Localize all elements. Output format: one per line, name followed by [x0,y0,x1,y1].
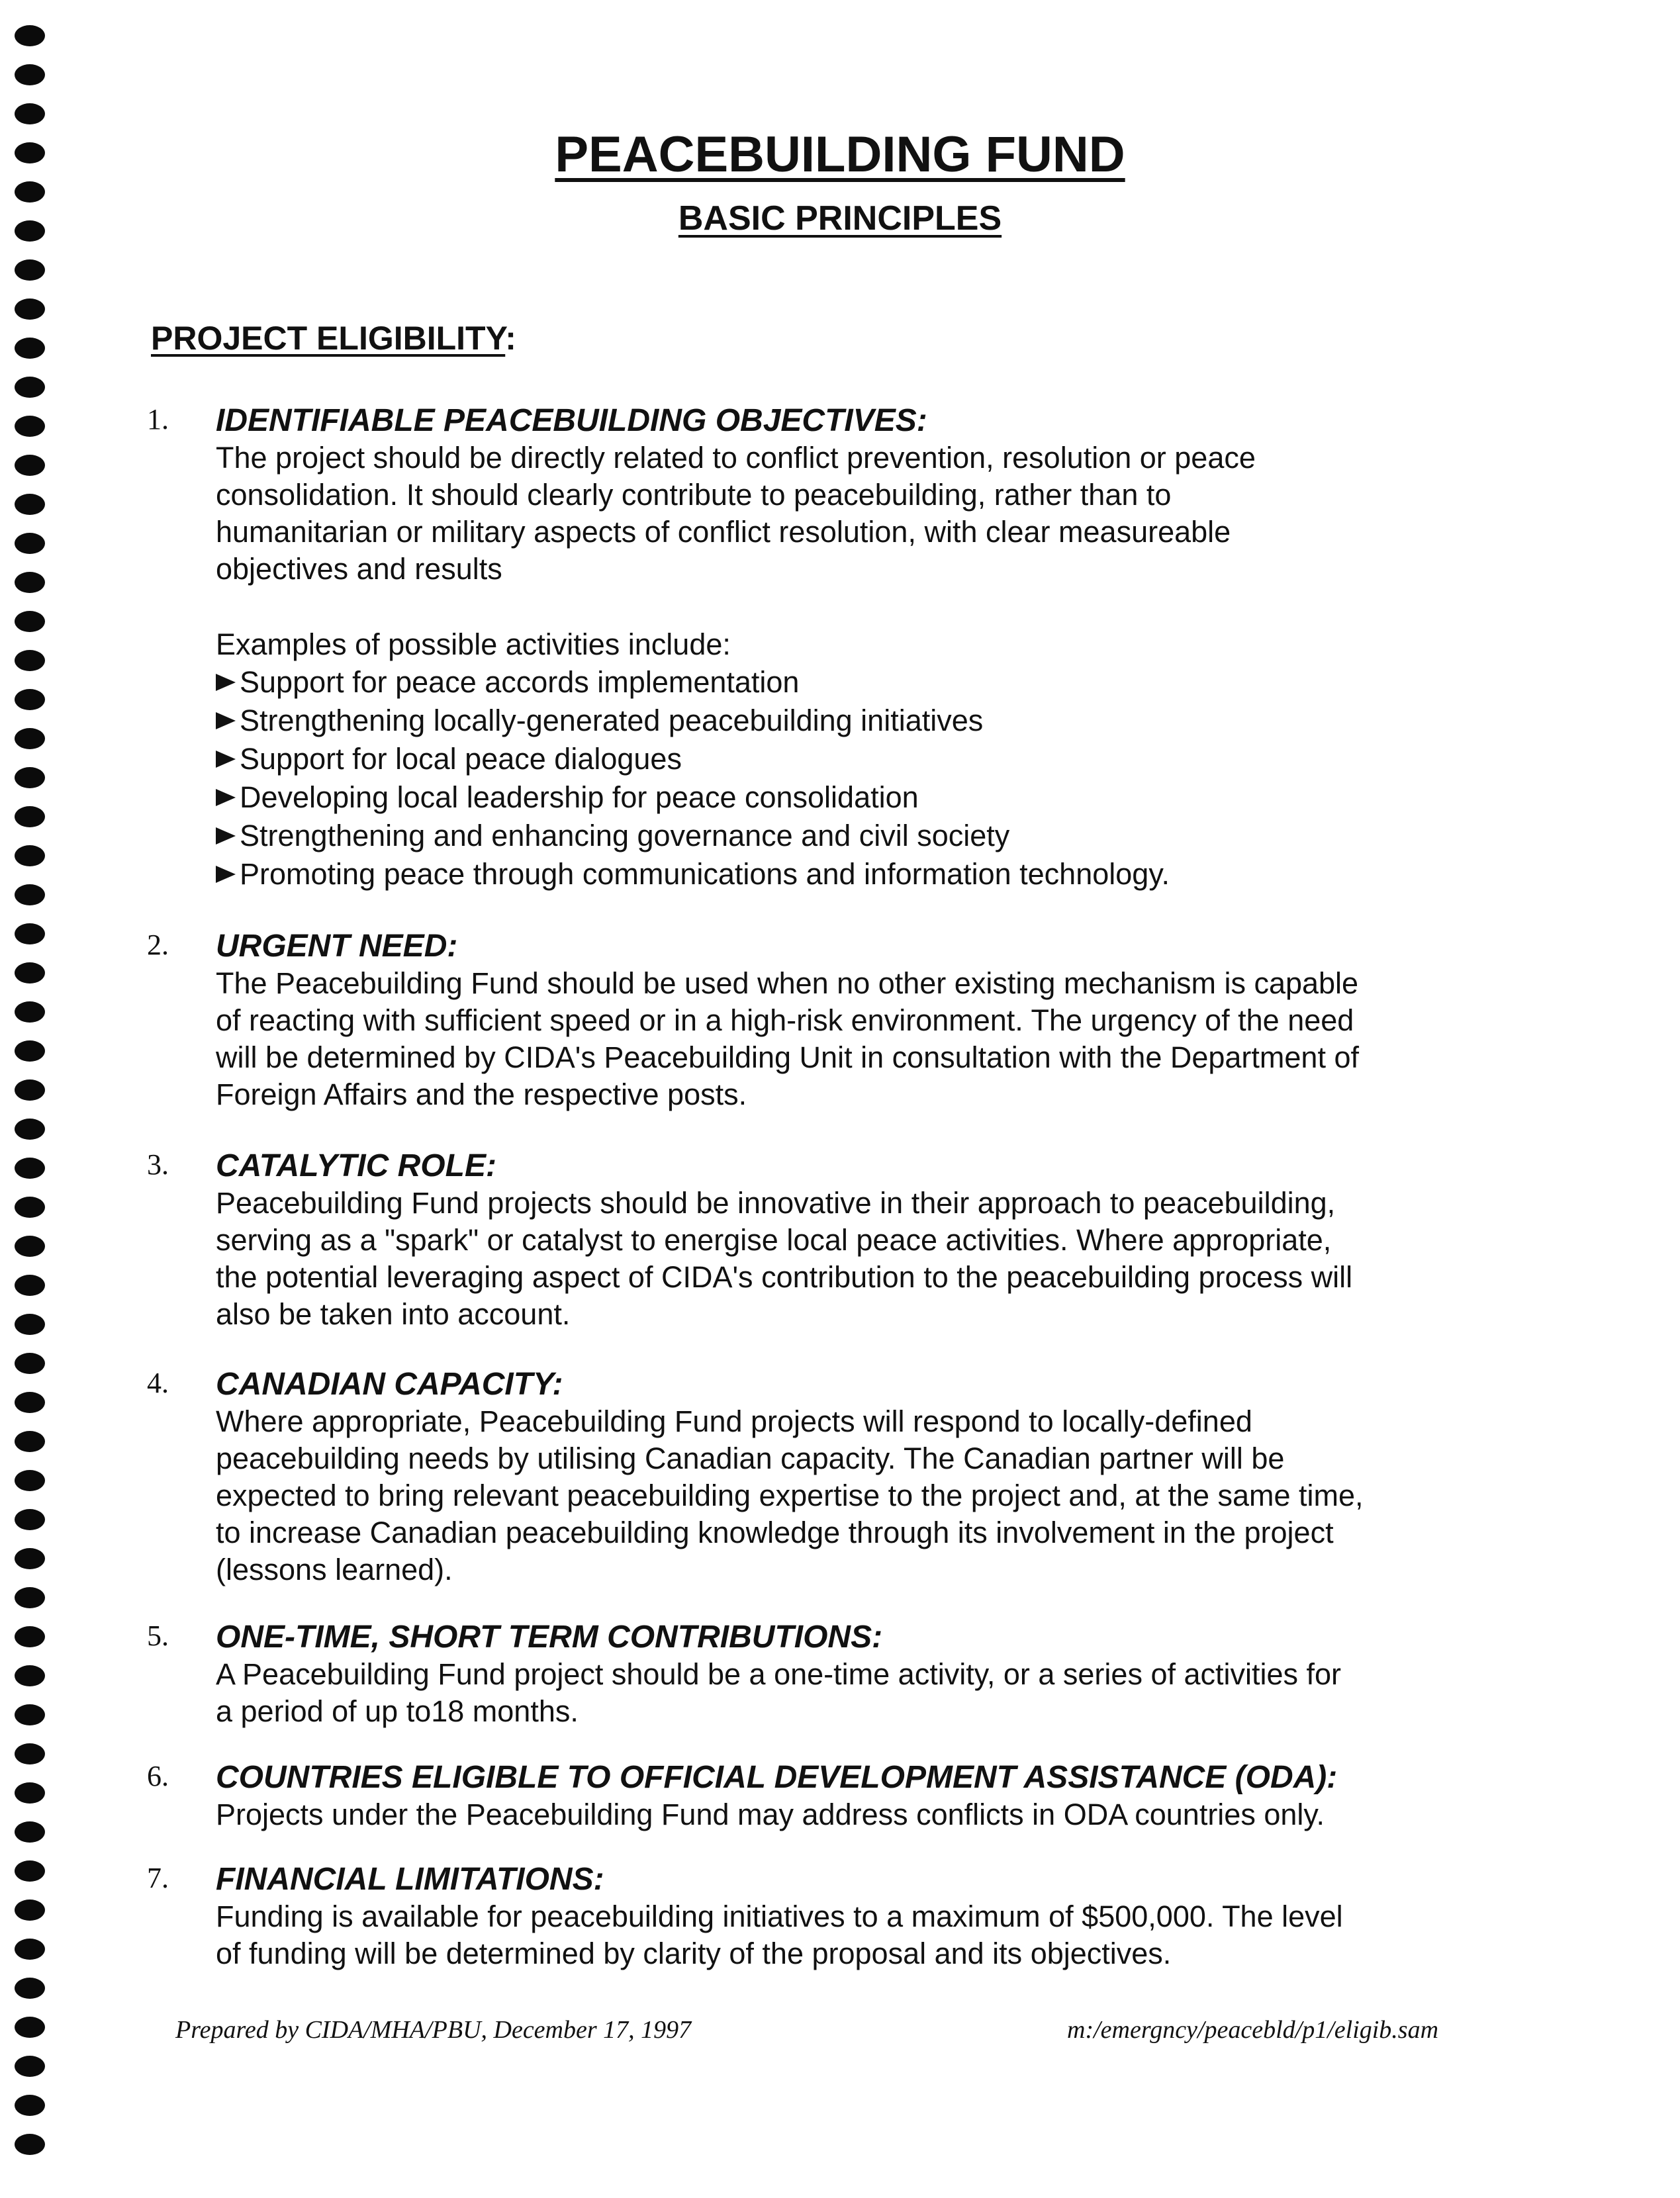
binder-hole [15,1392,45,1413]
item-number: 2. [147,929,169,961]
binder-hole [15,1900,45,1921]
footer-file-path: m:/emergncy/peacebld/p1/eligib.sam [1067,2016,1439,2044]
item-text: Projects under the Peacebuilding Fund may address conflicts in ODA countries only. [216,1798,1325,1831]
principle-item-7 [147,1861,1530,1972]
list-item: Developing local leadership for peace consolidation [216,778,1530,817]
binder-hole [15,1821,45,1843]
list-item: Promoting peace through communications and information technology. [216,855,1530,893]
binder-hole [15,1001,45,1023]
binder-hole [15,1860,45,1882]
binder-hole [15,2134,45,2155]
binder-hole [15,259,45,281]
examples-list [216,663,1530,893]
binder-hole [15,25,45,46]
binder-hole [15,1978,45,1999]
arrow-bullet-icon [216,712,236,729]
item-title: FINANCIAL LIMITATIONS: [216,1862,604,1897]
arrow-bullet-icon [216,751,236,768]
binder-hole [15,377,45,398]
principle-item-2 [147,928,1530,1113]
principle-item-4 [147,1366,1530,1588]
section-heading [151,322,516,355]
binder-hole [15,884,45,905]
binder-hole [15,1665,45,1686]
page-subtitle: BASIC PRINCIPLES [678,199,1002,238]
binder-hole [15,1587,45,1608]
arrow-bullet-icon [216,789,236,806]
binder-holes [15,25,48,2183]
list-item: Support for peace accords implementation [216,663,1530,702]
binder-hole [15,1704,45,1725]
binder-hole [15,728,45,749]
binder-hole [15,64,45,85]
item-text: Peacebuilding Fund projects should be innovative in their approach to peacebuilding, serving as a "spark" or catalyst to energise local peace activities. Where appropriate, the potential leveraging aspect of CIDA's contribution to the peacebuilding process will also be taken into account. [216,1186,1353,1331]
binder-hole [15,2017,45,2038]
item-text: The project should be directly related to conflict prevention, resolution or peace consolidation. It should clearly contribute to peacebuilding, rather than to humanitarian or military aspects of conflict resolution, with clear measureable objectives and results [216,441,1256,586]
binder-hole [15,1509,45,1530]
section-heading-label: PROJECT ELIGIBILITY [151,320,506,357]
page-title: PEACEBUILDING FUND [555,126,1125,183]
binder-hole [15,962,45,984]
binder-hole [15,103,45,124]
principle-item-6 [147,1759,1530,1833]
binder-hole [15,1275,45,1296]
item-text: Where appropriate, Peacebuilding Fund projects will respond to locally-defined peacebuilding needs by utilising Canadian capacity. The Canadian partner will be expected to bring relevant peacebuilding expertise to the project and, at the same time, to increase Canadian peacebuilding knowledge through its involvement in the project (lessons learned). [216,1404,1364,1586]
item-number: 7. [147,1862,169,1894]
binder-hole [15,416,45,437]
examples-intro: Examples of possible activities include: [216,627,731,661]
binder-hole [15,1626,45,1647]
item-number: 5. [147,1620,169,1652]
binder-hole [15,2056,45,2077]
item-title: IDENTIFIABLE PEACEBUILDING OBJECTIVES: [216,403,927,438]
binder-hole [15,1197,45,1218]
binder-hole [15,767,45,788]
binder-hole [15,1158,45,1179]
binder-hole [15,650,45,671]
list-item: Strengthening and enhancing governance and civil society [216,817,1530,855]
binder-hole [15,923,45,944]
item-title: CATALYTIC ROLE: [216,1148,496,1183]
binder-hole [15,689,45,710]
item-number: 4. [147,1367,169,1399]
item-text: Funding is available for peacebuilding initiatives to a maximum of $500,000. The level of funding will be determined by clarity of the proposal and its objectives. [216,1900,1343,1970]
binder-hole [15,1236,45,1257]
item-title: COUNTRIES ELIGIBLE TO OFFICIAL DEVELOPMENT ASSISTANCE (ODA): [216,1760,1338,1795]
binder-hole [15,572,45,593]
binder-hole [15,494,45,515]
binder-hole [15,845,45,866]
principle-item-5 [147,1619,1530,1730]
binder-hole [15,1431,45,1452]
binder-hole [15,1939,45,1960]
binder-hole [15,338,45,359]
binder-hole [15,1548,45,1569]
item-number: 1. [147,403,169,435]
item-title: CANADIAN CAPACITY: [216,1367,563,1402]
arrow-bullet-icon [216,866,236,883]
binder-hole [15,455,45,476]
item-number: 6. [147,1760,169,1792]
binder-hole [15,1040,45,1062]
binder-hole [15,1314,45,1335]
arrow-bullet-icon [216,674,236,691]
binder-hole [15,1782,45,1804]
item-title: URGENT NEED: [216,929,458,964]
binder-hole [15,806,45,827]
principle-item-3 [147,1148,1530,1333]
binder-hole [15,1743,45,1764]
binder-hole [15,298,45,320]
footer-prepared-by: Prepared by CIDA/MHA/PBU, December 17, 1997 [175,2016,692,2044]
binder-hole [15,533,45,554]
binder-hole [15,611,45,632]
binder-hole [15,2095,45,2116]
binder-hole [15,1470,45,1491]
item-text: The Peacebuilding Fund should be used when no other existing mechanism is capable of reacting with sufficient speed or in a high-risk environment. The urgency of the need will be determined by CIDA's Peacebuilding Unit in consultation with the Department of Foreign Affairs and the respective posts. [216,966,1359,1111]
binder-hole [15,1353,45,1374]
item-title: ONE-TIME, SHORT TERM CONTRIBUTIONS: [216,1620,883,1655]
list-item: Strengthening locally-generated peacebuilding initiatives [216,702,1530,740]
list-item: Support for local peace dialogues [216,740,1530,778]
binder-hole [15,1079,45,1101]
item-text: A Peacebuilding Fund project should be a one-time activity, or a series of activities for a period of up to18 months. [216,1657,1342,1728]
principle-item-1 [147,402,1530,893]
arrow-bullet-icon [216,827,236,845]
section-heading-colon: : [505,320,516,357]
binder-hole [15,1119,45,1140]
binder-hole [15,181,45,203]
item-number: 3. [147,1148,169,1181]
